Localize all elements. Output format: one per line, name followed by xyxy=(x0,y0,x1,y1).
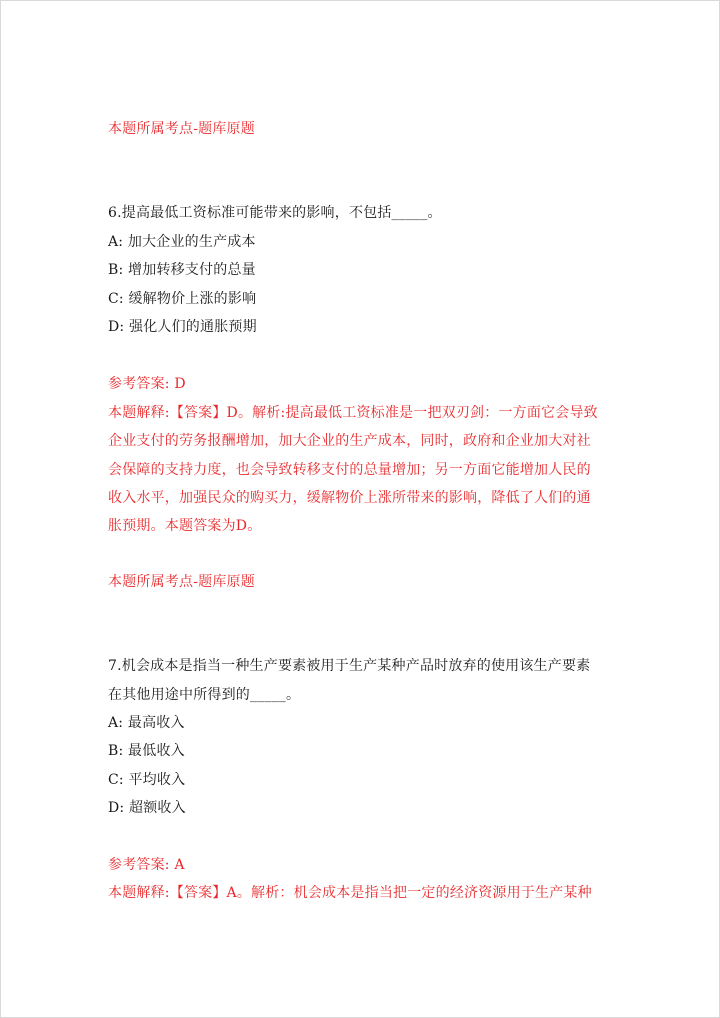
q6-explanation-line-4: 收入水平，加强民众的购买力，缓解物价上涨所带来的影响，降低了人们的通 xyxy=(108,490,591,506)
q6-explanation-line-5: 胀预期。本题答案为D。 xyxy=(108,518,262,534)
q7-option-c: C: 平均收入 xyxy=(108,772,186,788)
q6-option-c: C: 缓解物价上涨的影响 xyxy=(108,291,257,307)
q6-explanation-line-1: 本题解释:【答案】D。解析:提高最低工资标准是一把双刃剑：一方面它会导致 xyxy=(108,405,598,421)
q6-option-a: A: 加大企业的生产成本 xyxy=(108,234,256,250)
q7-answer: 参考答案: A xyxy=(108,857,185,873)
q5-source-label: 本题所属考点-题库原题 xyxy=(108,121,255,137)
q6-stem: 6.提高最低工资标准可能带来的影响，不包括_____。 xyxy=(108,205,442,221)
q6-option-d: D: 强化人们的通胀预期 xyxy=(108,319,257,335)
q7-option-a: A: 最高收入 xyxy=(108,715,185,731)
q6-explanation-line-3: 会保障的支持力度，也会导致转移支付的总量增加；另一方面它能增加人民的 xyxy=(108,462,591,478)
q7-stem-line-1: 7.机会成本是指当一种生产要素被用于生产某种产品时放弃的使用该生产要素 xyxy=(108,658,591,674)
q6-option-b: B: 增加转移支付的总量 xyxy=(108,262,256,278)
q7-option-d: D: 超额收入 xyxy=(108,800,186,816)
q6-answer: 参考答案: D xyxy=(108,376,186,392)
q7-explanation-line-1: 本题解释:【答案】A。解析：机会成本是指当把一定的经济资源用于生产某种 xyxy=(108,885,592,901)
q6-source-label: 本题所属考点-题库原题 xyxy=(108,574,255,590)
q7-stem-line-2: 在其他用途中所得到的_____。 xyxy=(108,687,301,703)
q6-explanation-line-2: 企业支付的劳务报酬增加，加大企业的生产成本，同时，政府和企业加大对社 xyxy=(108,433,591,449)
q7-option-b: B: 最低收入 xyxy=(108,743,185,759)
